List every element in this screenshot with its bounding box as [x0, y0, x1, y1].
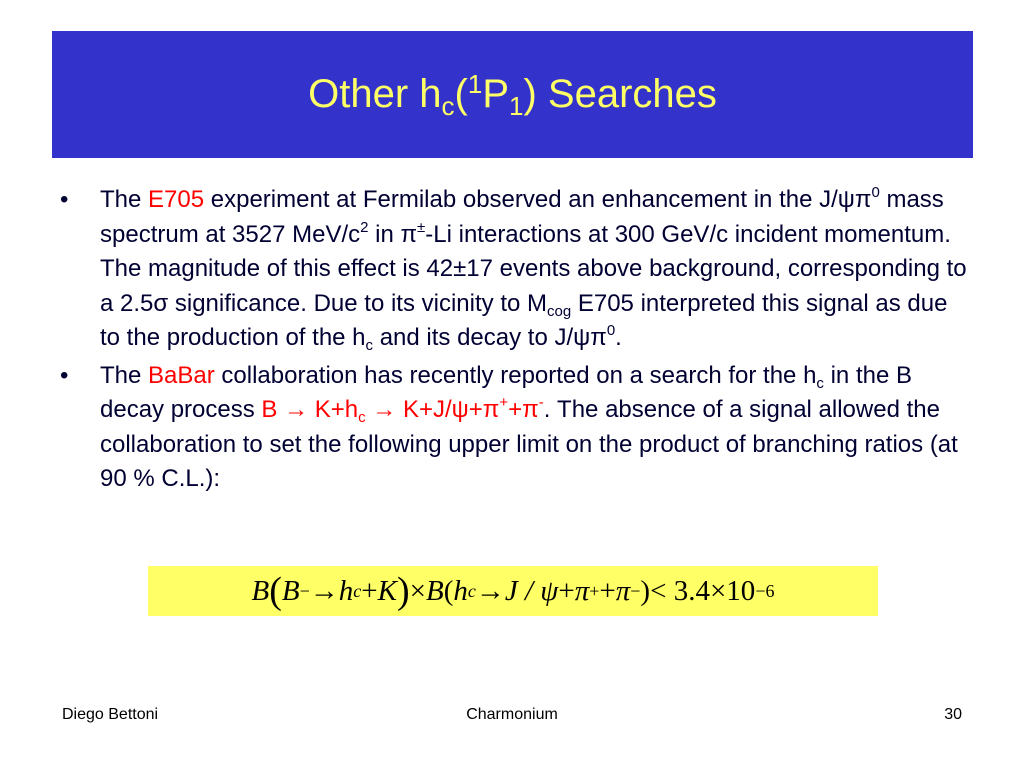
slide-title: Other $h_c(^1P_1)$ Searches	[308, 69, 717, 121]
decay-process: $B \to K+h_c \to K+J/\psi+\pi^++\pi^-$	[261, 394, 544, 426]
title-bar	[52, 31, 973, 158]
bullet-dot: •	[60, 361, 69, 389]
bullet-list	[60, 183, 970, 500]
upper-limit-formula: B ( B − → h c + K ) × B ( h c → J / ψ + π + + π − ) < 3.4×10 −6	[148, 566, 878, 616]
bullet-item-babar	[60, 359, 970, 497]
e705-highlight: E705	[148, 186, 205, 213]
bullet-dot: •	[60, 186, 69, 213]
babar-highlight: BaBar	[148, 361, 215, 389]
bullet-text: The E705 experiment at Fermilab observed an enhancement in the $J/\psi\pi^0$ mass spectrum at 3527 MeV/$c^2$ in π±-Li interactions at 300 GeV/c incident momentum. The magnitude of this effect is 42±17 events above background, corresponding to a 2.5σ significance. Due to its vicinity to $M_{cog}$ E705 interpreted this signal as due to the production of the $h_c$ and its decay to $J/\psi\pi^0$.	[100, 184, 967, 354]
footer-topic: Charmonium	[466, 706, 558, 723]
footer-page-number: 30	[944, 706, 962, 723]
bullet-item-e705	[60, 183, 970, 356]
bullet-text: The BaBar collaboration has recently reported on a search for the $h_c$ in the B decay process $B \to K+h_c \to K+J/\psi+\pi^++\pi^-$. The absence of a signal allowed the collaboration to set the following upper limit on the product of branching ratios (at 90 % C.L.):	[100, 361, 958, 492]
footer-author: Diego Bettoni	[62, 706, 159, 723]
